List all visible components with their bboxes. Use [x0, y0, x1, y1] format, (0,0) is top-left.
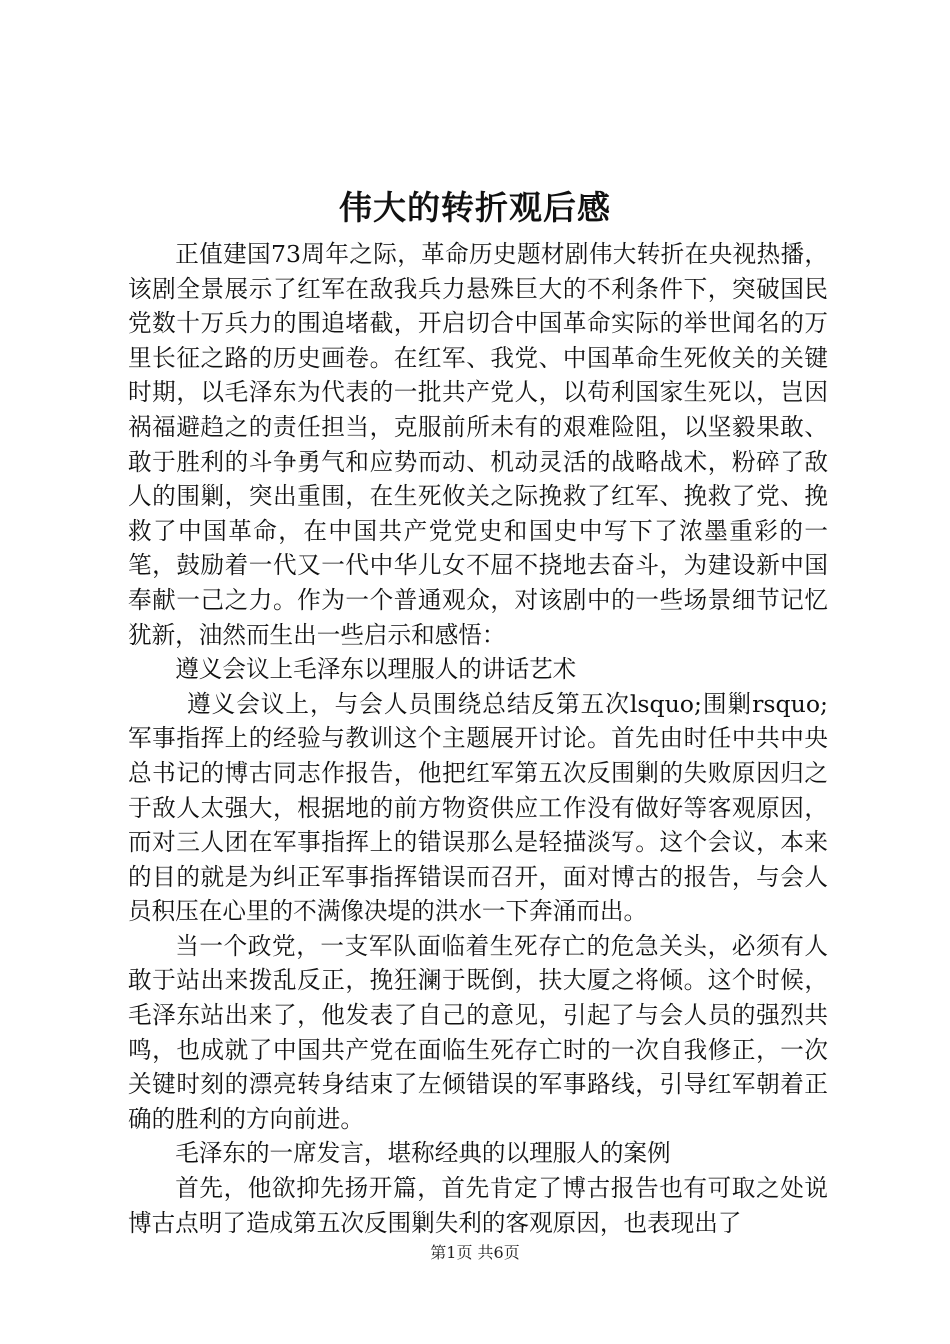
paragraph-intro: 正值建国73周年之际，革命历史题材剧伟大转折在央视热播，该剧全景展示了红军在敌我兵力悬殊巨大的不利条件下，突破国民党数十万兵力的围追堵截，开启切合中国革命实际的举世闻名的万里长征之路的历史画卷。在红军、我党、中国革命生死攸关的关键时期，以毛泽东为代表的一批共产党人，以苟利国家生死以，岂因祸福避趋之的责任担当，克服前所未有的艰难险阻，以坚毅果敢、敢于胜利的斗争勇气和应势而动、机动灵活的战略战术，粉碎了敌人的围剿，突出重围，在生死攸关之际挽救了红军、挽救了党、挽救了中国革命，在中国共产党党史和国史中写下了浓墨重彩的一笔，鼓励着一代又一代中华儿女不屈不挠地去奋斗，为建设新中国奉献一己之力。作为一个普通观众，对该剧中的一些场景细节记忆犹新，油然而生出一些启示和感悟： — [128, 240, 828, 649]
document-title: 伟大的转折观后感 — [339, 188, 611, 227]
paragraph-zunyi-meeting: 遵义会议上，与会人员围绕总结反第五次lsquo;围剿rsquo;军事指挥上的经验与教训这个主题展开讨论。首先由时任中共中央总书记的博古同志作报告，他把红军第五次反围剿的失败原因归之于敌人太强大，根据地的前方物资供应工作没有做好等客观原因，而对三人团在军事指挥上的错误那么是轻描淡写。这个会议，本来的目的就是为纠正军事指挥错误而召开，面对博古的报告，与会人员积压在心里的不满像决堤的洪水一下奔涌而出。 — [128, 689, 828, 926]
paragraph-first-point: 首先，他欲抑先扬开篇，首先肯定了博古报告也有可取之处说博古点明了造成第五次反围剿失利的客观原因，也表现出了 — [128, 1174, 828, 1237]
section-heading-classic-case: 毛泽东的一席发言，堪称经典的以理服人的案例 — [175, 1139, 671, 1168]
document-body — [128, 237, 828, 1240]
page-number-footer: 第1页 共6页 — [430, 1243, 520, 1262]
paragraph-critical-moment: 当一个政党，一支军队面临着生死存亡的危急关头，必须有人敢于站出来拨乱反正，挽狂澜于既倒，扶大厦之将倾。这个时候，毛泽东站出来了，他发表了自己的意见，引起了与会人员的强烈共鸣，也成就了中国共产党在面临生死存亡时的一次自我修正，一次关键时刻的漂亮转身结束了左倾错误的军事路线，引导红军朝着正确的胜利的方向前进。 — [128, 931, 828, 1133]
section-heading-zunyi-speech: 遵义会议上毛泽东以理服人的讲话艺术 — [175, 655, 577, 684]
